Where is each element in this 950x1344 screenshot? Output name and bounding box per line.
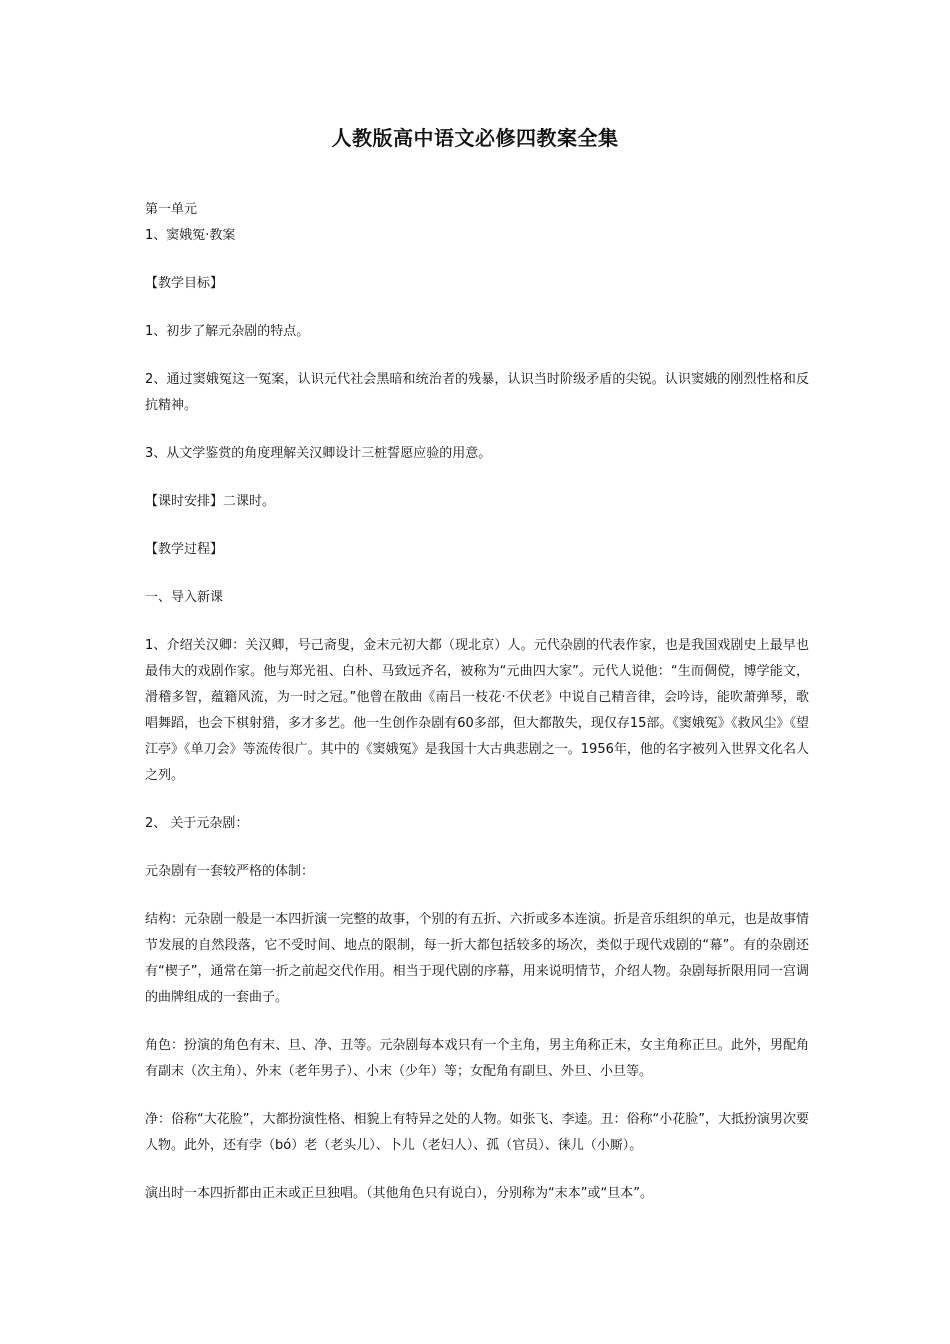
lesson-heading: 1、窦娥冤·教案 [145, 228, 236, 243]
goal-item-1: 1、初步了解元杂剧的特点。 [145, 324, 310, 339]
goals-heading: 【教学目标】 [145, 276, 224, 291]
schedule-line: 【课时安排】二课时。 [145, 494, 276, 509]
singing-paragraph: 演出时一本四折都由正末或正旦独唱。（其他角色只有说白），分别称为“末本”或“旦本”。 [145, 1186, 653, 1201]
process-heading: 【教学过程】 [145, 542, 224, 557]
document-body [145, 197, 809, 1207]
author-intro-paragraph: 1、介绍关汉卿：关汉卿，号己斋叟，金末元初大都（现北京）人。元代杂剧的代表作家，也是我国戏剧史上最早也最伟大的戏剧作家。他与郑光祖、白朴、马致远齐名，被称为“元曲四大家”。元代人说他：“生而倜傥，博学能文，滑稽多智，蕴籍风流，为一时之冠。”他曾在散曲《南吕一枝花·不伏老》中说自己精音律，会吟诗，能吹萧弹琴，歌唱舞蹈，也会下棋射猎，多才多艺。他一生创作杂剧有60多部，但大都散失，现仅存15部。《窦娥冤》《救风尘》《望江亭》《单刀会》等流传很广。其中的《窦娥冤》是我国十大古典悲剧之一。1956年，他的名字被列入世界文化名人之列。 [145, 638, 809, 783]
goal-item-2: 2、通过窦娥冤这一冤案，认识元代社会黑暗和统治者的残暴，认识当时阶级矛盾的尖锐。认识窦娥的刚烈性格和反抗精神。 [145, 372, 809, 413]
unit-heading: 第一单元 [145, 202, 198, 217]
section-heading-intro: 一、导入新课 [145, 590, 224, 605]
structure-paragraph: 结构：元杂剧一般是一本四折演一完整的故事，个别的有五折、六折或多本连演。折是音乐组织的单元，也是故事情节发展的自然段落，它不受时间、地点的限制，每一折大都包括较多的场次，类似于现代戏剧的“幕”。有的杂剧还有“楔子”，通常在第一折之前起交代作用。相当于现代剧的序幕，用来说明情节，介绍人物。杂剧每折限用同一宫调的曲牌组成的一套曲子。 [145, 912, 809, 1005]
system-intro-line: 元杂剧有一套较严格的体制： [145, 864, 315, 879]
jing-chou-paragraph: 净：俗称“大花脸”，大都扮演性格、相貌上有特异之处的人物。如张飞、李逵。丑：俗称“小花脸”，大抵扮演男次要人物。此外，还有孛（bó）老（老头儿）、卜儿（老妇人）、孤（官员）、徕儿（小厮）。 [145, 1112, 809, 1153]
about-zaju-heading: 2、 关于元杂剧： [145, 816, 249, 831]
goal-item-3: 3、从文学鉴赏的角度理解关汉卿设计三桩誓愿应验的用意。 [145, 446, 492, 461]
roles-paragraph: 角色：扮演的角色有末、旦、净、丑等。元杂剧每本戏只有一个主角，男主角称正末，女主角称正旦。此外，男配角有副末（次主角）、外末（老年男子）、小末（少年）等；女配角有副旦、外旦、小旦等。 [145, 1038, 809, 1079]
page-title: 人教版高中语文必修四教案全集 [331, 126, 619, 150]
